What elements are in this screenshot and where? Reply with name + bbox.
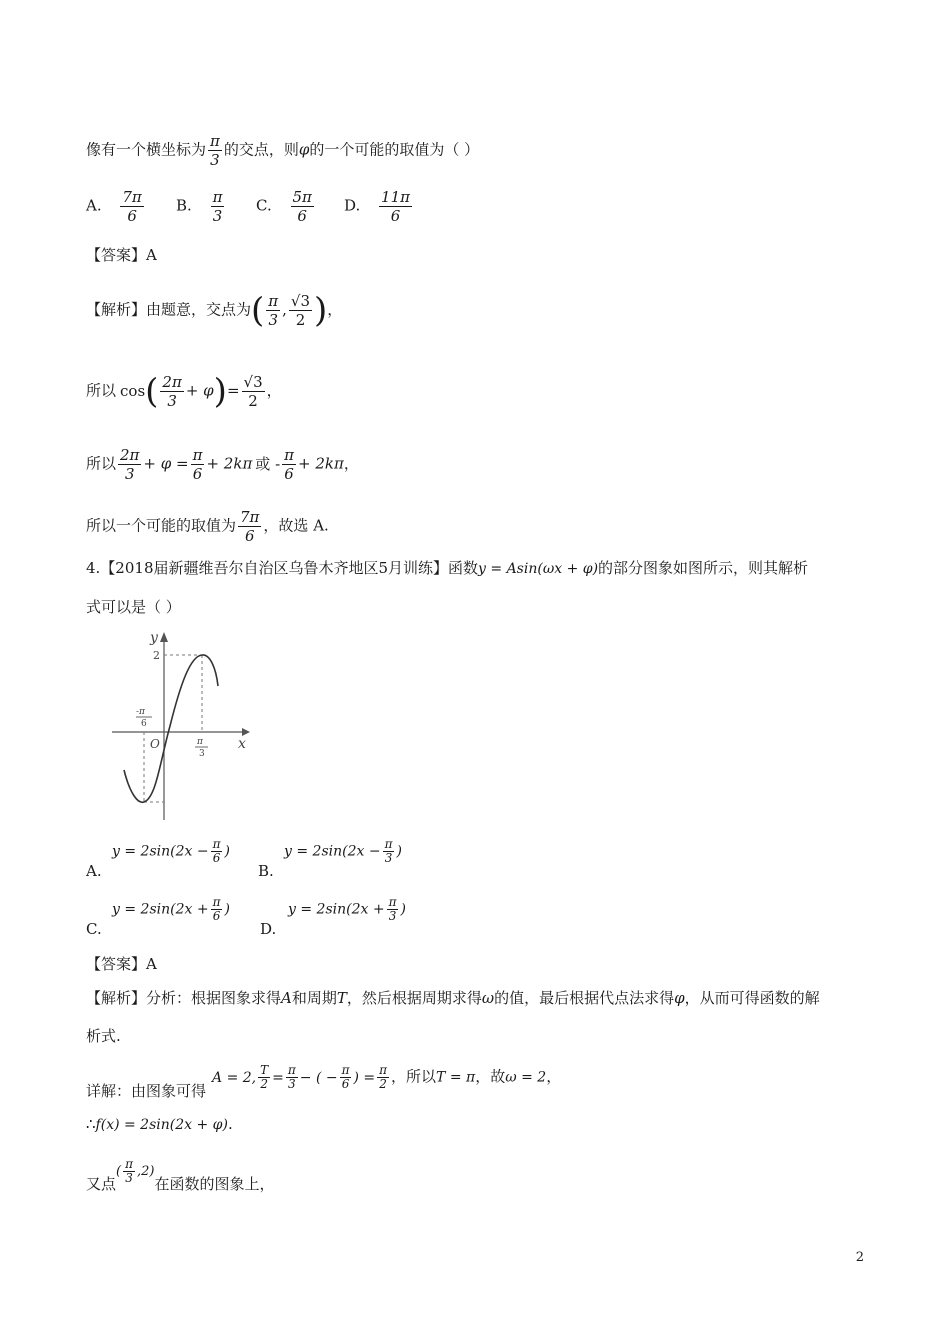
q4-option-c (86, 894, 266, 938)
frac-den: 3 (388, 909, 397, 923)
frac-den: 3 (384, 851, 393, 865)
equals: = (226, 381, 240, 400)
frac-num: π (384, 837, 393, 851)
frac-num: π (212, 837, 221, 851)
point-rest: ,2) (136, 1164, 155, 1179)
point-prefix: 又点 (86, 1175, 117, 1193)
detail-mid: ，所以 (391, 1067, 437, 1086)
pos-tick-num: π (197, 737, 203, 747)
step-prefix: 所以 (86, 381, 117, 400)
frac-den: 6 (127, 207, 137, 225)
frac-num: π (268, 292, 279, 310)
intro-prefix: 像有一个横坐标为 (86, 140, 207, 159)
intro-fraction (208, 132, 222, 169)
frac-num: π (212, 188, 223, 206)
analysis-2-line-2: 析式. (86, 1027, 121, 1045)
point-line (86, 1157, 275, 1193)
fraction (282, 446, 296, 483)
therefore-line (86, 1114, 233, 1135)
analysis-1 (86, 292, 342, 329)
text: 【解析】分析：根据图象求得 (86, 989, 282, 1007)
fraction (238, 508, 261, 545)
var-a: A (281, 989, 292, 1007)
therefore-symbol: ∴ (86, 1115, 96, 1133)
frac-num: √3 (290, 292, 311, 310)
cos-fn: cos (120, 381, 146, 400)
fraction (160, 373, 183, 410)
frac-den: 3 (167, 392, 177, 410)
point-math (116, 1157, 155, 1185)
fraction (383, 838, 395, 865)
comma: , (282, 300, 287, 319)
fraction (387, 896, 399, 923)
or-text: 或 - (255, 454, 281, 473)
q4-option-d (260, 894, 440, 938)
expr-text: y = 2sin(2x + (112, 901, 209, 918)
option-expr (284, 838, 402, 865)
y-axis-label: y (150, 630, 158, 646)
frac-num: 5π (292, 188, 312, 206)
frac-den: 2 (248, 392, 258, 410)
frac-den: 2 (379, 1077, 387, 1091)
function-graph (108, 622, 258, 822)
option-label: A. (86, 862, 102, 880)
tail: ， (327, 300, 343, 319)
tail: . (227, 1115, 233, 1133)
question-4-line-1 (86, 558, 808, 579)
text: 和周期 (291, 989, 337, 1007)
option-label: D. (260, 920, 277, 938)
fraction (211, 838, 223, 865)
frac-den: 3 (210, 151, 220, 169)
var-t: T (336, 989, 347, 1007)
frac-num: 7π (240, 508, 260, 526)
point-x (266, 292, 280, 329)
frac-num: T (260, 1063, 269, 1077)
fraction (118, 446, 141, 483)
frac-num: π (379, 1063, 388, 1077)
q4-function: y = Asin(ωx + φ) (478, 561, 599, 577)
var-phi: φ (674, 989, 685, 1007)
frac-num: π (125, 1157, 133, 1171)
text: 的值，最后根据代点法求得 (494, 989, 675, 1007)
frac-den: 2 (295, 311, 306, 329)
sine-curve (124, 655, 218, 802)
var-omega: ω (481, 989, 495, 1007)
detail-math (212, 1063, 391, 1091)
omega-eq: ω = 2 (505, 1069, 547, 1086)
frac-den: 6 (192, 465, 203, 483)
close-paren: ) (396, 843, 402, 860)
k-term: + 2kπ (298, 454, 344, 473)
frac-num: π (388, 895, 397, 909)
expr-text: y = 2sin(2x − (112, 843, 209, 860)
step-2 (86, 373, 282, 410)
option-expr (112, 896, 230, 923)
phi-symbol: φ (298, 140, 310, 159)
tail: ， (546, 1067, 562, 1086)
option-label: C. (86, 920, 102, 938)
frac-den: 6 (244, 527, 255, 545)
analysis-prefix: 【解析】由题意，交点为 (86, 300, 252, 319)
a-eq: A = 2, (212, 1069, 257, 1086)
frac-den: 2 (260, 1077, 268, 1091)
option-b (176, 188, 226, 225)
frac-num: π (210, 132, 220, 150)
right-paren: ) (213, 371, 227, 412)
frac-num: π (192, 446, 203, 464)
option-label: D. (344, 196, 361, 215)
therefore-expr: f(x) = 2sin(2x + φ) (95, 1117, 228, 1133)
fraction (377, 1064, 389, 1091)
intro-mid: 的交点，则 (223, 140, 299, 159)
tail: ， (343, 454, 359, 473)
neg-tick-num: -π (136, 707, 145, 717)
detail-line (86, 1063, 562, 1100)
frac-num: π (284, 446, 294, 464)
t-eq: T = π (436, 1069, 476, 1086)
frac-den: 6 (341, 1077, 350, 1091)
option-expr (112, 838, 230, 865)
detail-mid2: ，故 (475, 1067, 506, 1086)
detail-prefix: 详解：由图象可得 (86, 1081, 207, 1100)
frac-den: 6 (284, 465, 294, 483)
fraction (340, 1064, 352, 1091)
frac-den: 3 (125, 1171, 133, 1185)
step-4 (86, 508, 329, 545)
option-expr (288, 896, 406, 923)
analysis-2-line-1 (86, 988, 820, 1008)
frac-den: 6 (297, 207, 307, 225)
option-a (86, 188, 146, 225)
frac-den: 3 (288, 1077, 296, 1091)
origin-label: O (150, 737, 160, 751)
option-fraction (120, 188, 143, 225)
text: ，从而可得函数的解 (684, 989, 820, 1007)
option-d (344, 188, 414, 225)
frac-num: 11π (381, 188, 410, 206)
frac-num: √3 (243, 373, 263, 391)
tail: ， (266, 381, 282, 400)
neg-tick-den: 6 (141, 719, 147, 729)
step-3 (86, 446, 359, 483)
step-prefix: 所以 (86, 454, 117, 473)
frac-num: 2π (162, 373, 182, 391)
option-label: A. (86, 196, 102, 215)
left-paren: ( (251, 290, 265, 331)
frac-num: π (287, 1063, 296, 1077)
expr-text: y = 2sin(2x − (284, 843, 381, 860)
option-label: B. (258, 862, 274, 880)
answer-1: 【答案】A (86, 246, 157, 264)
k-term: + 2kπ (206, 454, 253, 473)
close-paren: ) (224, 843, 230, 860)
tail: ，故选 A. (263, 516, 329, 535)
option-label: B. (176, 196, 192, 215)
q4-text: 4.【2018届新疆维吾尔自治区乌鲁木齐地区5月训练】函数 (86, 559, 479, 577)
fraction (191, 446, 205, 483)
fraction (211, 896, 223, 923)
eq: = (272, 1069, 284, 1086)
frac-num: 2π (120, 446, 140, 464)
x-axis-label: x (238, 736, 246, 752)
page-number: 2 (855, 1250, 864, 1265)
fraction (123, 1158, 135, 1185)
frac-num: π (212, 895, 221, 909)
option-fraction (379, 188, 412, 225)
plus-phi: + φ (185, 381, 214, 400)
right-paren: ) (314, 290, 328, 331)
peak-value-label: 2 (153, 649, 160, 662)
fraction (286, 1064, 298, 1091)
point-tail: 在函数的图象上， (154, 1175, 275, 1193)
q4-tail: 的部分图象如图所示，则其解析 (598, 559, 809, 577)
close-paren: ) (224, 901, 230, 918)
fraction (258, 1064, 270, 1091)
q4-option-a (86, 836, 266, 880)
option-fraction (211, 188, 225, 225)
option-label: C. (256, 196, 272, 215)
x-axis-arrow-icon (242, 728, 250, 736)
intro-suffix: 的一个可能的取值为（ ） (309, 140, 480, 159)
frac-num: π (341, 1063, 350, 1077)
step-prefix: 所以一个可能的取值为 (86, 516, 237, 535)
pos-tick-den: 3 (199, 749, 205, 759)
text: ，然后根据周期求得 (346, 989, 482, 1007)
open-paren: ( (116, 1164, 122, 1179)
frac-den: 3 (268, 311, 278, 329)
option-c (256, 188, 316, 225)
q4-option-b (258, 836, 438, 880)
y-axis-arrow-icon (160, 632, 168, 642)
close-paren: ) (400, 901, 406, 918)
answer-2: 【答案】A (86, 955, 157, 973)
frac-den: 6 (212, 851, 221, 865)
close: ) = (353, 1069, 376, 1086)
option-fraction (291, 188, 314, 225)
point-y (289, 292, 312, 329)
frac-den: 3 (124, 465, 135, 483)
left-paren: ( (145, 371, 159, 412)
minus: − ( − (299, 1069, 338, 1086)
frac-den: 6 (212, 909, 221, 923)
question-4-line-2: 式可以是（ ） (86, 598, 181, 616)
frac-den: 6 (390, 207, 401, 225)
frac-num: 7π (122, 188, 142, 206)
plus-phi: + φ = (143, 454, 189, 473)
fraction (242, 373, 265, 410)
question-intro (86, 132, 479, 169)
frac-den: 3 (212, 207, 223, 225)
expr-text: y = 2sin(2x + (288, 901, 385, 918)
